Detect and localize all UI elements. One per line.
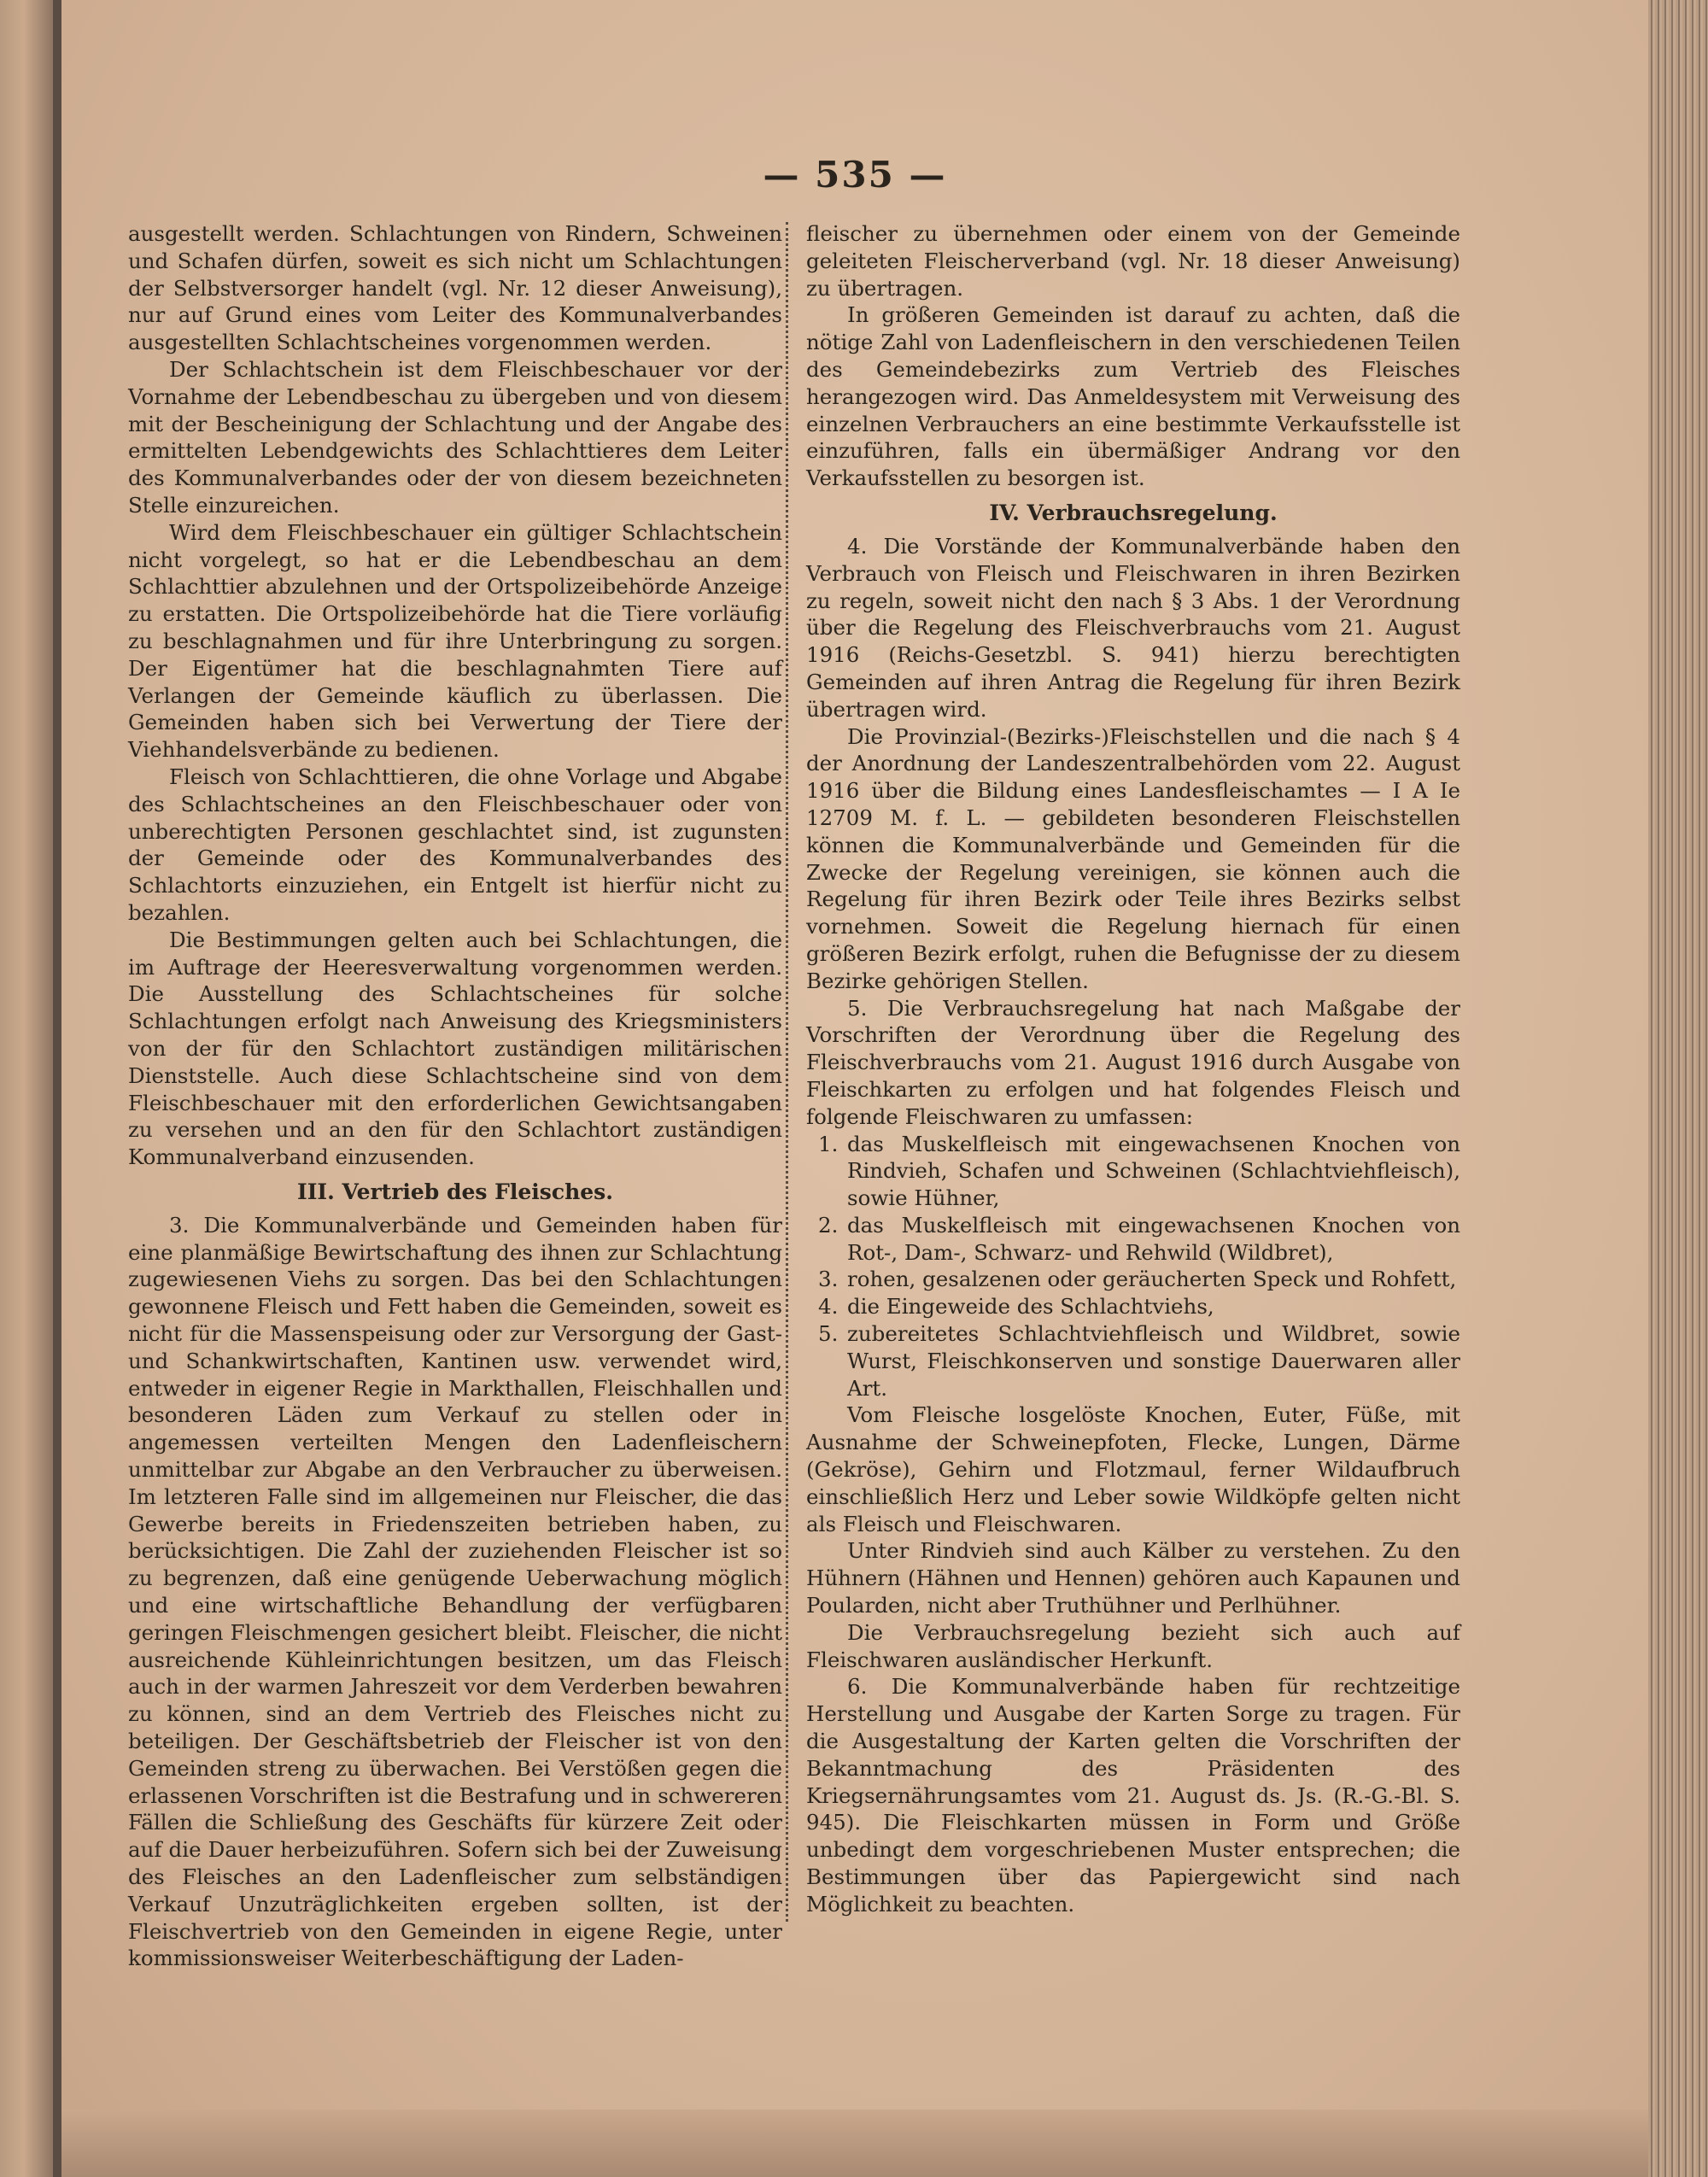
paragraph: Der Schlachtschein ist dem Fleischbeschauer vor der Vornahme der Lebendbeschau zu übergeben und von diesem mit der Bescheinigung der Schlachtung und der Angabe des ermittelten Lebendgewichts des Schlachttieres dem Leiter des Kommunalverbandes oder der von diesem bezeichneten Stelle einzureichen. [128,356,782,518]
list-item [806,1212,1460,1267]
paragraph: Fleisch von Schlachttieren, die ohne Vorlage und Abgabe des Schlachtscheines an den Fleischbeschauer oder von unberechtigten Personen geschlachtet sind, ist zugunsten der Gemeinde oder des Kommunalverbandes des Schlachtorts einzuziehen, ein Entgelt ist hierfür nicht zu bezahlen. [128,764,782,925]
list-number: 5. [818,1321,839,1347]
list-item [806,1131,1460,1212]
list-number: 4. [818,1294,839,1320]
column-divider [786,222,788,1922]
page-bottom-shadow [61,2110,1648,2177]
right-column [806,220,1460,1918]
paragraph: 3. Die Kommunalverbände und Gemeinden haben für eine planmäßige Bewirtschaftung des ihnen zur Schlachtung zugewiesenen Viehs zu sorgen. Das bei den Schlachtungen gewonnene Fleisch und Fett haben die Gemeinden, soweit es nicht für die Massenspeisung oder zur Versorgung der Gast- und Schankwirtschaften, Kantinen usw. verwendet wird, entweder in eigener Regie in Markthallen, Fleischhallen und besonderen Läden zum Verkauf zu stellen oder in angemessen verteilten Mengen den Ladenfleischern unmittelbar zur Abgabe an den Verbraucher zu überweisen. Im letzteren Falle sind im allgemeinen nur Fleischer, die das Gewerbe bereits in Friedenszeiten betrieben haben, zu berücksichtigen. Die Zahl der zuziehenden Fleischer ist so zu begrenzen, daß eine genügende Ueberwachung möglich und eine wirtschaftliche Behandlung der verfügbaren geringen Fleischmengen gesichert bleibt. Fleischer, die nicht ausreichende Kühleinrichtungen besitzen, um das Fleisch auch in der warmen Jahreszeit vor dem Verderben bewahren zu können, sind an dem Vertrieb des Fleisches nicht zu beteiligen. Der Geschäftsbetrieb der Fleischer ist von den Gemeinden streng zu überwachen. Bei Verstößen gegen die erlassenen Vorschriften ist die Bestrafung und in schwereren Fällen die Schließung des Geschäfts für kürzere Zeit oder auf die Dauer herbeizuführen. Sofern sich bei der Zuweisung des Fleisches an den Ladenfleischer zum selbständigen Verkauf Unzuträglichkeiten ergeben sollten, ist der Fleischvertrieb von den Gemeinden in eigene Regie, unter kommissionsweiser Weiterbeschäftigung der Laden- [128,1212,782,1971]
list-item [806,1320,1460,1402]
paragraph: fleischer zu übernehmen oder einem von der Gemeinde geleiteten Fleischerverband (vgl. Nr. 18 dieser Anweisung) zu übertragen. [806,221,1460,301]
paragraph: Die Verbrauchsregelung bezieht sich auch auf Fleischwaren ausländischer Herkunft. [806,1619,1460,1672]
paragraph: Vom Fleische losgelöste Knochen, Euter, Füße, mit Ausnahme der Schweinepfoten, Flecke, Lungen, Därme (Gekröse), Gehirn und Flotzmaul, ferner Wildaufbruch einschließlich Herz und Leber sowie Wildköpfe gelten nicht als Fleisch und Fleischwaren. [806,1402,1460,1536]
book-gutter [53,0,61,2177]
paragraph: Die Bestimmungen gelten auch bei Schlachtungen, die im Auftrage der Heeresverwaltung vorgenommen werden. Die Ausstellung des Schlachtscheines für solche Schlachtungen erfolgt nach Anweisung des Kriegsministers von der für den Schlachtort zuständigen militärischen Dienststelle. Auch diese Schlachtscheine sind von dem Fleischbeschauer mit den erforderlichen Gewichtsangaben zu versehen und an den für den Schlachtort zuständigen Kommunalverband einzusenden. [128,927,782,1170]
book-spine [0,0,53,2177]
page-fore-edge [1648,0,1708,2177]
left-column [128,220,782,1972]
page-number: — 535 — [763,154,947,196]
list-text: rohen, gesalzenen oder geräucherten Speck und Rohfett, [847,1267,1457,1292]
meat-category-list [806,1131,1460,1402]
list-text: das Muskelfleisch mit eingewachsenen Knochen von Rindvieh, Schafen und Schweinen (Schlachtviehfleisch), sowie Hühner, [847,1131,1460,1211]
list-number: 1. [818,1131,839,1156]
paragraph: Unter Rindvieh sind auch Kälber zu verstehen. Zu den Hühnern (Hähnen und Hennen) gehören auch Kapaunen und Poularden, nicht aber Truthühner und Perlhühner. [806,1538,1460,1618]
list-number: 3. [818,1267,839,1292]
document-page [61,0,1648,2177]
list-number: 2. [818,1212,839,1238]
list-item [806,1266,1460,1293]
paragraph: Wird dem Fleischbeschauer ein gültiger Schlachtschein nicht vorgelegt, so hat er die Lebendbeschau an dem Schlachttier abzulehnen und der Ortspolizeibehörde Anzeige zu erstatten. Die Ortspolizeibehörde hat die Tiere vorläufig zu beschlagnahmen und für ihre Unterbringung zu sorgen. Der Eigentümer hat die beschlagnahmten Tiere auf Verlangen der Gemeinde käuflich zu überlassen. Die Gemeinden haben sich bei Verwertung der Tiere der Viehhandelsverbände zu bedienen. [128,519,782,763]
section-heading: III. Vertrieb des Fleisches. [297,1179,613,1204]
paragraph: 6. Die Kommunalverbände haben für rechtzeitige Herstellung und Ausgabe der Karten Sorge zu tragen. Für die Ausgestaltung der Karten gelten die Vorschriften der Bekanntmachung des Präsidenten des Kriegsernährungsamtes vom 21. August ds. Js. (R.-G.-Bl. S. 945). Die Fleischkarten müssen in Form und Größe unbedingt dem vorgeschriebenen Muster entsprechen; die Bestimmungen über das Papiergewicht sind nach Möglichkeit zu beachten. [806,1674,1460,1917]
paragraph: In größeren Gemeinden ist darauf zu achten, daß die nötige Zahl von Ladenfleischern in den verschiedenen Teilen des Gemeindebezirks zum Vertrieb des Fleisches herangezogen wird. Das Anmeldesystem mit Verweisung des einzelnen Verbrauchers an eine bestimmte Verkaufsstelle ist einzuführen, falls ein übermäßiger Andrang vor den Verkaufsstellen zu besorgen ist. [806,302,1460,491]
section-heading: IV. Verbrauchsregelung. [989,500,1278,525]
list-text: zubereitetes Schlachtviehfleisch und Wildbret, sowie Wurst, Fleischkonserven und sonstige Dauerwaren aller Art. [847,1321,1460,1401]
paragraph: 5. Die Verbrauchsregelung hat nach Maßgabe der Vorschriften der Verordnung über die Regelung des Fleischverbrauchs vom 21. August 1916 durch Ausgabe von Fleischkarten zu erfolgen und hat folgendes Fleisch und folgende Fleischwaren zu umfassen: [806,995,1460,1129]
paragraph: Die Provinzial-(Bezirks-)Fleischstellen und die nach § 4 der Anordnung der Landeszentralbehörden vom 22. August 1916 über die Bildung eines Landesfleischamtes — I A Ie 12709 M. f. L. — gebildeten besonderen Fleischstellen können die Kommunalverbände und Gemeinden für die Zwecke der Regelung vereinigen, sie können auch die Regelung für ihren Bezirk oder Teile ihres Bezirks selbst vornehmen. Soweit die Regelung hiernach für einen größeren Bezirk erfolgt, ruhen die Befugnisse der zu diesem Bezirke gehörigen Stellen. [806,723,1460,993]
list-item [806,1293,1460,1320]
list-text: die Eingeweide des Schlachtviehs, [847,1294,1214,1320]
list-text: das Muskelfleisch mit eingewachsenen Knochen von Rot-, Dam-, Schwarz- und Rehwild (Wildbret), [847,1212,1460,1265]
paragraph: 4. Die Vorstände der Kommunalverbände haben den Verbrauch von Fleisch und Fleischwaren in ihren Bezirken zu regeln, soweit nicht den nach § 3 Abs. 1 der Verordnung über die Regelung des Fleischverbrauchs vom 21. August 1916 (Reichs-Gesetzbl. S. 941) hierzu berechtigten Gemeinden auf ihren Antrag die Regelung für ihren Bezirk übertragen wird. [806,533,1460,722]
paragraph: ausgestellt werden. Schlachtungen von Rindern, Schweinen und Schafen dürfen, soweit es sich nicht um Schlachtungen der Selbstversorger handelt (vgl. Nr. 12 dieser Anweisung), nur auf Grund eines vom Leiter des Kommunalverbandes ausgestellten Schlachtscheines vorgenommen werden. [128,221,782,355]
